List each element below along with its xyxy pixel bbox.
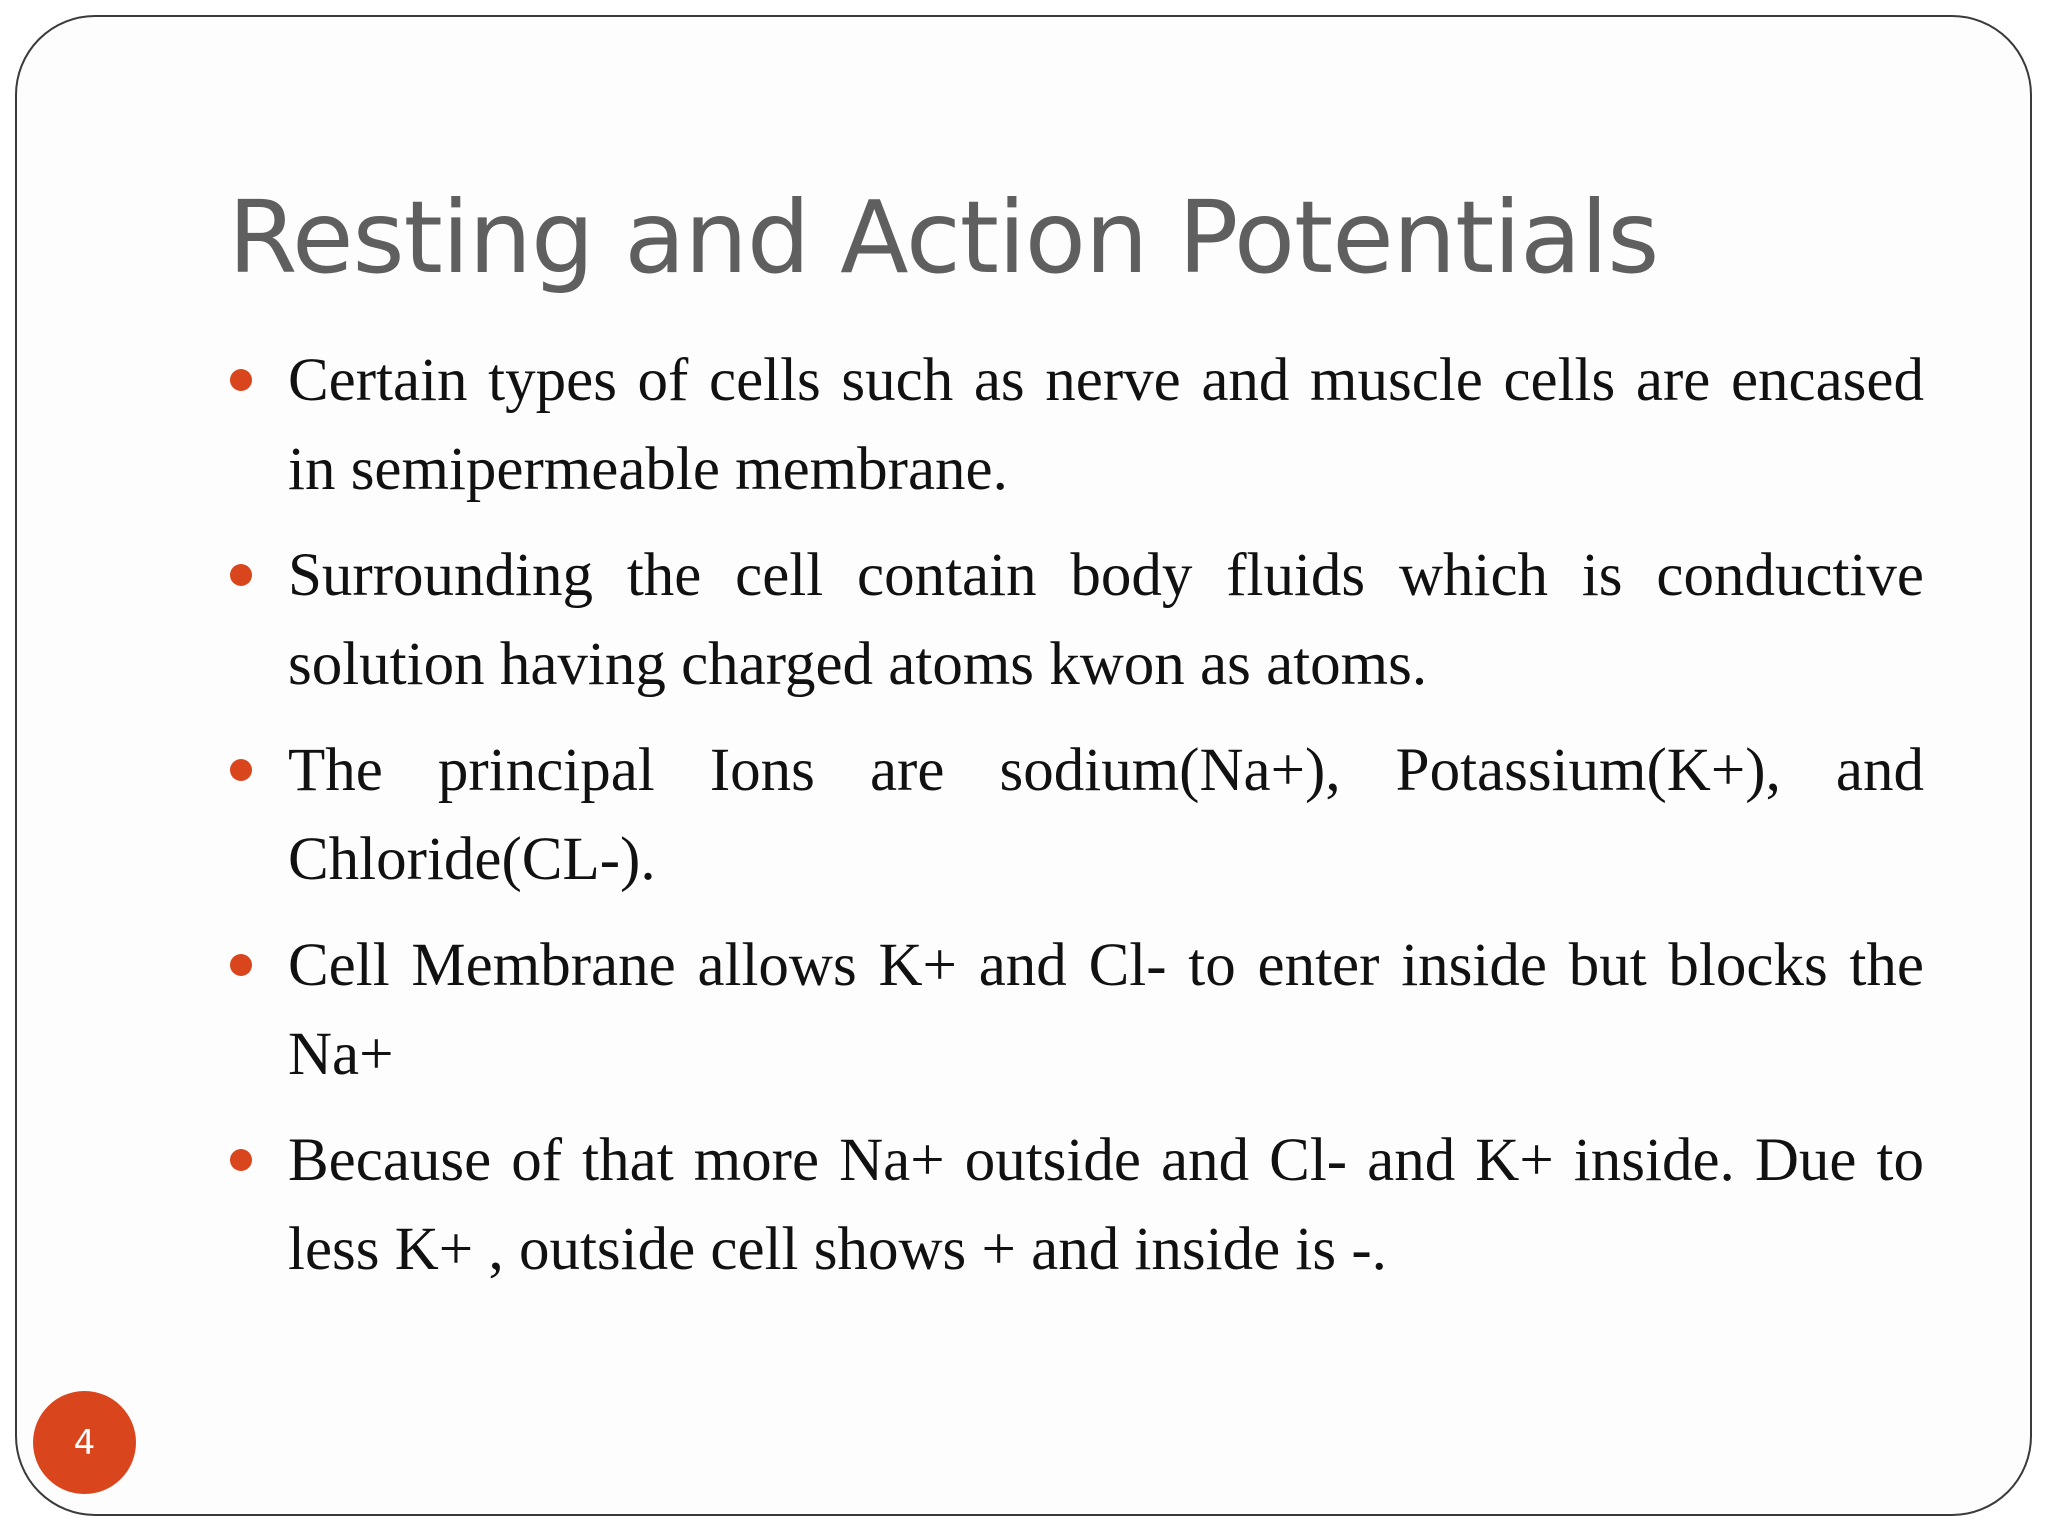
- bullet-list: [230, 336, 1924, 1311]
- bullet-dot-icon: [230, 1149, 252, 1171]
- bullet-dot-icon: [230, 759, 252, 781]
- slide-title: Resting and Action Potentials: [228, 179, 1659, 296]
- bullet-text: Surrounding the cell contain body fluids which is conductive solution having charged atoms kwon as atoms.: [288, 542, 1924, 698]
- page-number-badge: [33, 1391, 136, 1494]
- bullet-text: Because of that more Na+ outside and Cl- and K+ inside. Due to less K+ , outside cell shows + and inside is -.: [288, 1127, 1924, 1283]
- bullet-text: Certain types of cells such as nerve and muscle cells are encased in semipermeable membrane.: [288, 347, 1924, 503]
- bullet-item: [230, 1116, 1924, 1294]
- bullet-item: [230, 726, 1924, 904]
- bullet-dot-icon: [230, 369, 252, 391]
- bullet-text: Cell Membrane allows K+ and Cl- to enter inside but blocks the Na+: [288, 932, 1924, 1088]
- bullet-dot-icon: [230, 954, 252, 976]
- bullet-item: [230, 336, 1924, 514]
- bullet-text: The principal Ions are sodium(Na+), Potassium(K+), and Chloride(CL-).: [288, 737, 1924, 893]
- bullet-dot-icon: [230, 564, 252, 586]
- page-number: 4: [73, 1422, 96, 1463]
- bullet-item: [230, 531, 1924, 709]
- bullet-item: [230, 921, 1924, 1099]
